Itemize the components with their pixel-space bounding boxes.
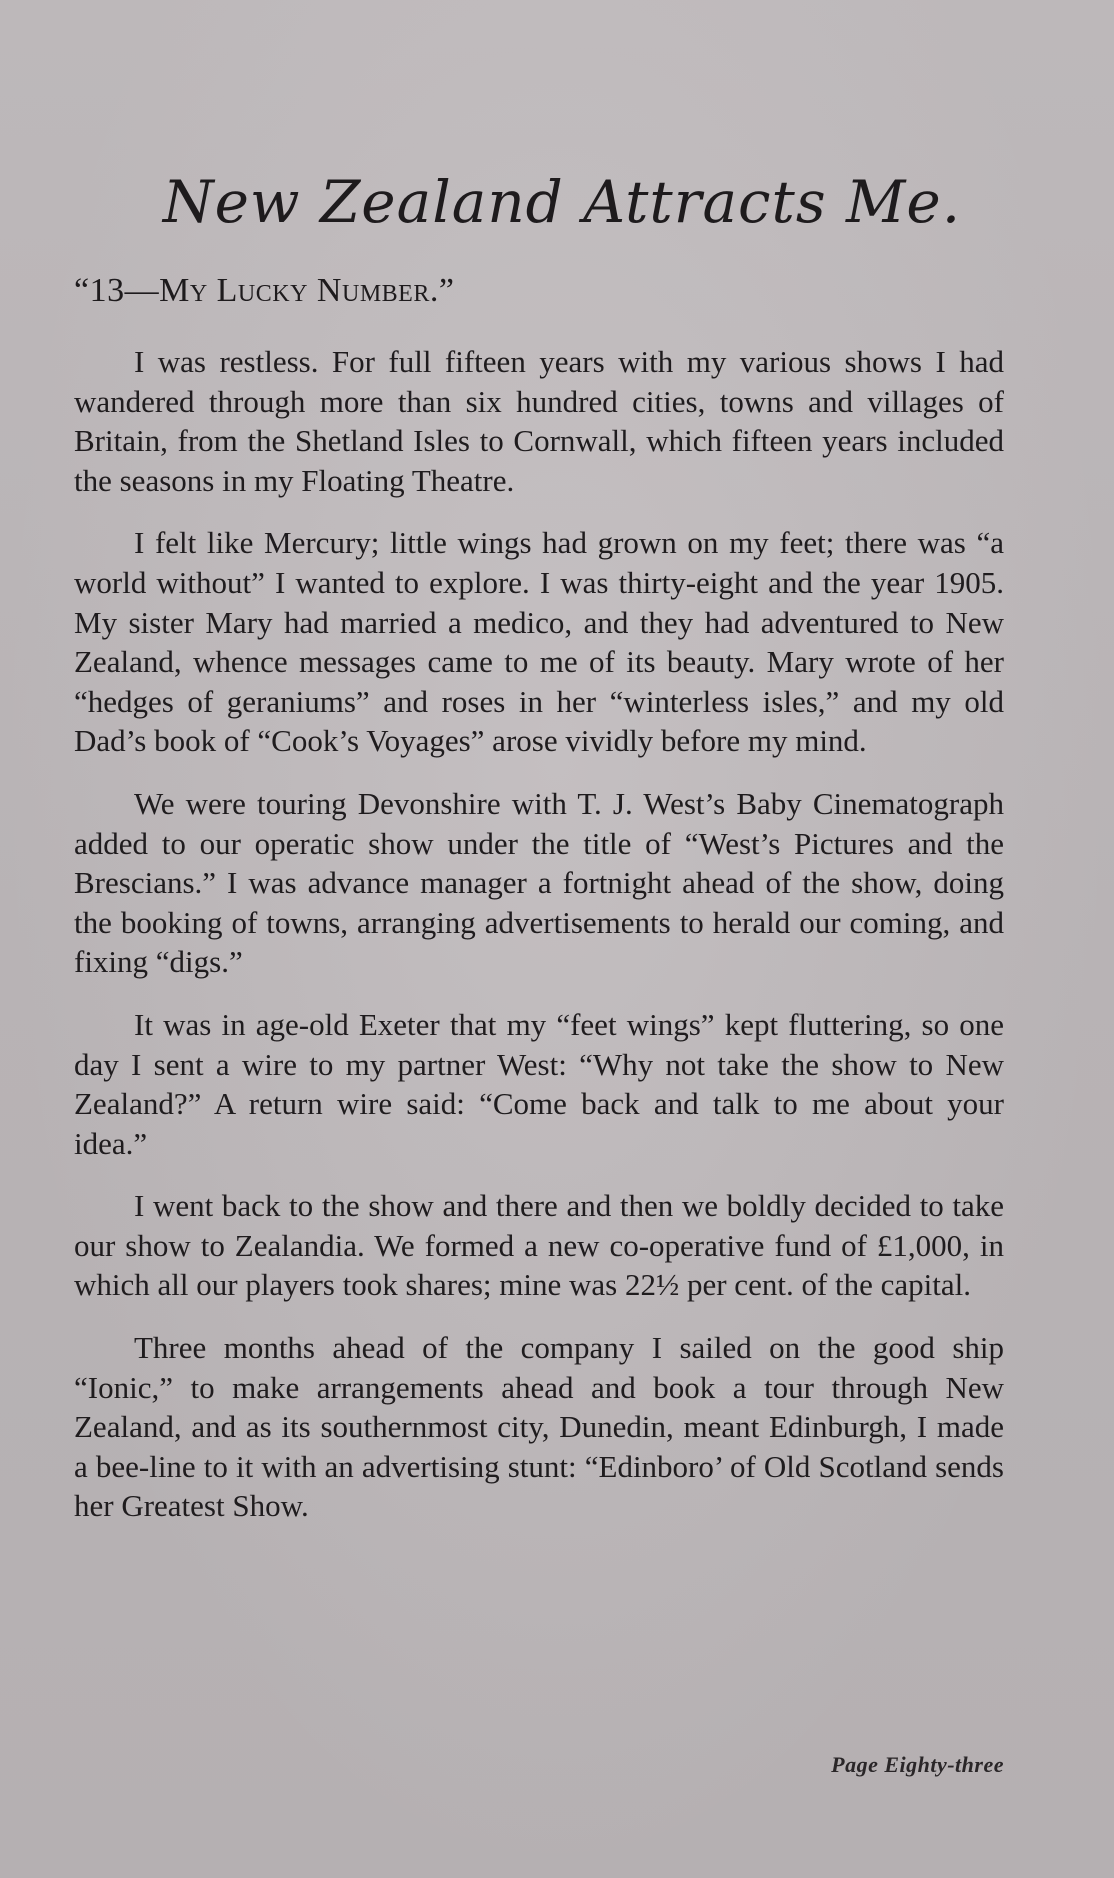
paragraph: It was in age-old Exeter that my “feet wings” kept fluttering, so one day I sent a wire to my partner West: “Why not take the show to New Zealand?” A return wire said: “Come back and talk to me about your idea.” — [74, 1006, 1004, 1161]
chapter-title: New Zealand Attracts Me. — [162, 168, 962, 236]
page-number: Page Eighty-three — [831, 1752, 1004, 1777]
paragraph: I went back to the show and there and then we boldly decided to take our show to Zealandia. We formed a new co-operative fund of £1,000, in which all our players took shares; mine was 22½ per cent. of the capital. — [74, 1188, 1004, 1303]
paragraph: Three months ahead of the company I sailed on the good ship “Ionic,” to make arrangements ahead and book a tour through New Zealand, and as its southernmost city, Dunedin, meant Edinburgh, I made a bee-line to it with an advertising stunt: “Edinboro’ of Old Scotland sends her Greatest Show. — [74, 1330, 1004, 1524]
paragraph: I was restless. For full fifteen years with my various shows I had wandered through more than six hundred cities, towns and villages of Britain, from the Shetland Isles to Cornwall, which fifteen years included the seasons in my Floating Theatre. — [74, 344, 1004, 498]
section-heading: “13—My Lucky Number.” — [74, 272, 455, 309]
paragraph: We were touring Devonshire with T. J. West’s Baby Cinematograph added to our operatic show under the title of “West’s Pictures and the Brescians.” I was advance manager a fortnight ahead of the show, doing the booking of towns, arranging advertisements to herald our coming, and fixing “digs.” — [74, 785, 1004, 980]
body-text — [74, 342, 1004, 1549]
paragraph: I felt like Mercury; little wings had grown on my feet; there was “a world without” I wanted to explore. I was thirty-eight and the year 1905. My sister Mary had married a medico, and they had adventured to New Zealand, whence messages came to me of its beauty. Mary wrote of her “hedges of geraniums” and roses in her “winterless isles,” and my old Dad’s book of “Cook’s Voyages” arose vividly before my mind. — [74, 525, 1004, 759]
